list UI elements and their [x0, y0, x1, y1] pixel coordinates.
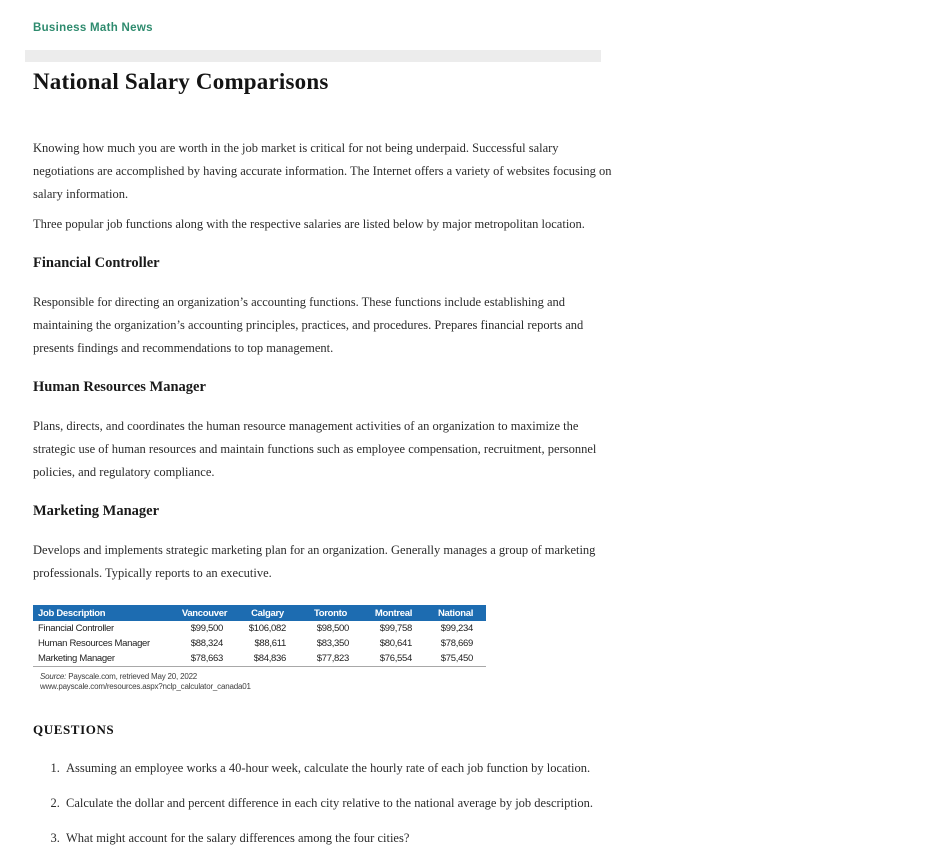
- salary-cell: $99,234: [440, 623, 473, 634]
- questions-heading: QUESTIONS: [33, 722, 115, 737]
- column-header-job-description: Job Description: [33, 605, 173, 621]
- salary-cell: $88,324: [190, 638, 223, 649]
- column-header-toronto: Toronto: [299, 605, 362, 621]
- source-label: Source:: [40, 672, 67, 681]
- salary-cell: $80,641: [379, 638, 412, 649]
- question-item-3: 3. What might account for the salary differences among the four cities?: [63, 827, 933, 850]
- column-header-vancouver: Vancouver: [173, 605, 236, 621]
- salary-cell: $78,669: [440, 638, 473, 649]
- salary-cell: $88,611: [254, 638, 286, 649]
- salary-comparison-table: [33, 605, 486, 667]
- section-body-financial-controller: Responsible for directing an organization’s accounting functions. These functions include establishing and maintaining the organization’s accounting principles, practices, and procedures. Prepares financial reports and presents findings and recommendations to top management.: [33, 295, 584, 355]
- table-header-row: [33, 605, 486, 621]
- section-heading-marketing-manager: Marketing Manager: [33, 503, 160, 519]
- salary-cell: $106,082: [248, 623, 286, 634]
- question-item-1: 1. Assuming an employee works a 40-hour week, calculate the hourly rate of each job function by location.: [63, 757, 933, 780]
- table-row: [33, 621, 486, 636]
- section-heading-financial-controller: Financial Controller: [33, 255, 160, 271]
- job-title-cell: Marketing Manager: [33, 651, 173, 667]
- page-title: National Salary Comparisons: [33, 69, 329, 94]
- table-row: [33, 636, 486, 651]
- source-text: Payscale.com, retrieved May 20, 2022: [66, 672, 198, 681]
- salary-cell: $83,350: [316, 638, 349, 649]
- salary-cell: $76,554: [362, 651, 425, 667]
- salary-cell: $78,663: [173, 651, 236, 667]
- masthead-brand: Business Math News: [33, 22, 153, 34]
- salary-cell: $99,500: [190, 623, 223, 634]
- intro-paragraph-1: Knowing how much you are worth in the job market is critical for not being underpaid. Successful salary negotiations are accomplished by having accurate information. The Internet offers a variety of websites focusing on salary information.: [33, 141, 612, 201]
- section-heading-human-resources-manager: Human Resources Manager: [33, 379, 206, 395]
- salary-cell: $77,823: [299, 651, 362, 667]
- column-header-calgary: Calgary: [236, 605, 299, 621]
- column-header-national: National: [425, 605, 486, 621]
- salary-cell: $84,836: [236, 651, 299, 667]
- intro-paragraph-2: Three popular job functions along with the respective salaries are listed below by major metropolitan location.: [33, 217, 585, 231]
- table-row: [33, 651, 486, 667]
- section-body-human-resources-manager: Plans, directs, and coordinates the human resource management activities of an organization to maximize the strategic use of human resources and maintain functions such as employee compensation, recruitment, personnel policies, and regulatory compliance.: [33, 419, 597, 479]
- table-source-note: [40, 672, 933, 692]
- header-divider-bar: [25, 50, 601, 62]
- salary-cell: $99,758: [379, 623, 412, 634]
- source-url: www.payscale.com/resources.aspx?nclp_calculator_canada01: [40, 682, 251, 691]
- column-header-montreal: Montreal: [362, 605, 425, 621]
- job-title-cell: Financial Controller: [38, 623, 114, 634]
- questions-list: [33, 757, 933, 850]
- section-body-marketing-manager: Develops and implements strategic marketing plan for an organization. Generally manages a group of marketing professionals. Typically reports to an executive.: [33, 543, 596, 580]
- salary-cell: $75,450: [425, 651, 486, 667]
- job-title-cell: Human Resources Manager: [38, 638, 150, 649]
- question-item-2: 2. Calculate the dollar and percent difference in each city relative to the national average by job description.: [63, 792, 933, 815]
- salary-cell: $98,500: [316, 623, 349, 634]
